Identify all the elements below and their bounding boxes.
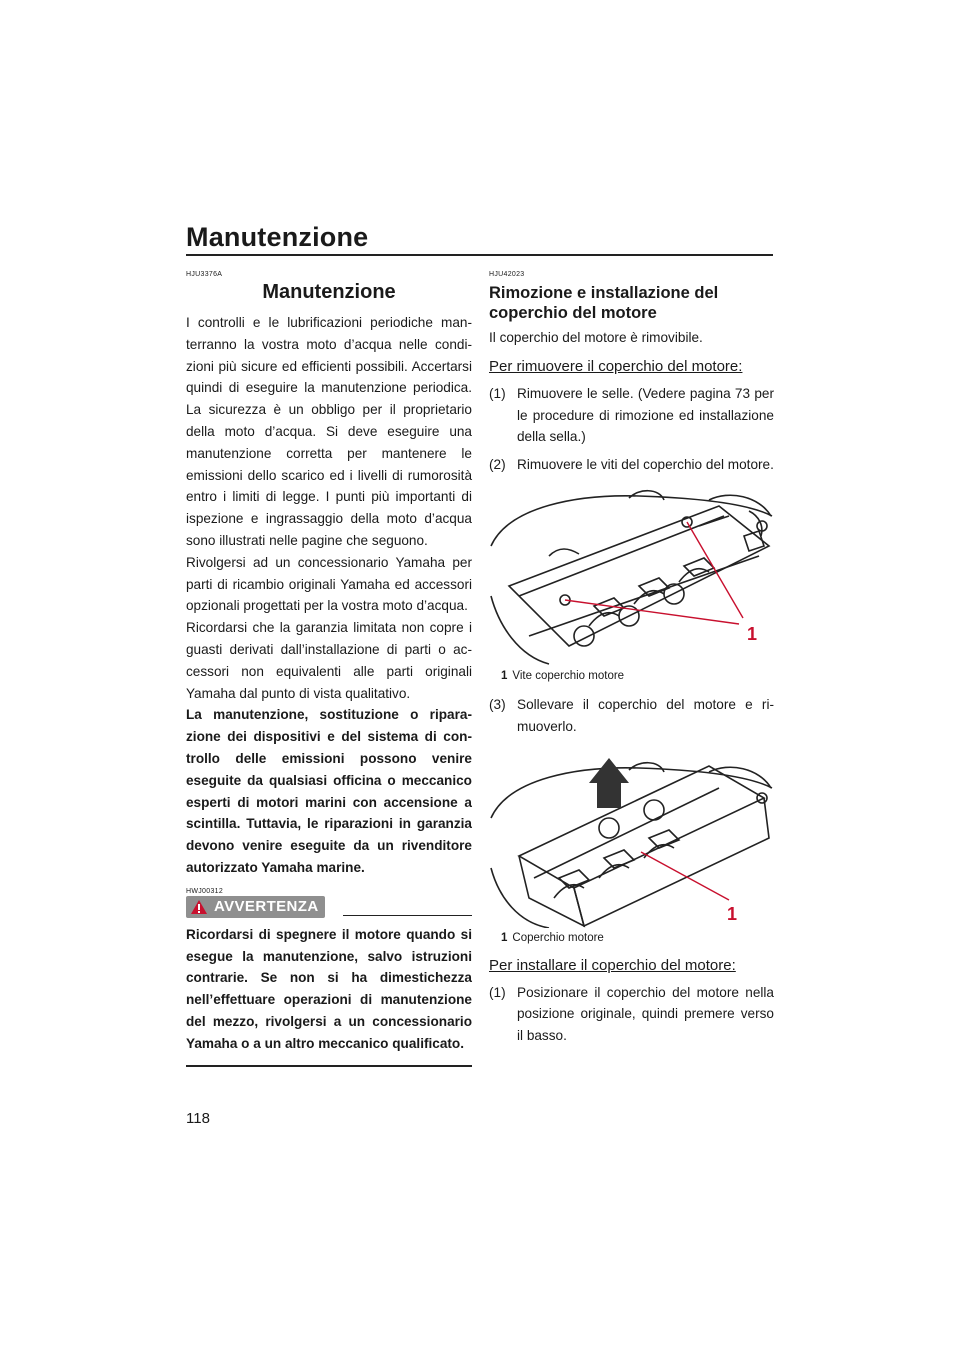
warning-box [186,887,472,1067]
step-number: (3) [489,696,506,712]
step-number: (1) [489,984,506,1000]
paragraph: Rivolgersi ad un concessionario Yamaha per parti di ricambio originali Yamaha ed accessori opzionali progettati per la vostra moto d’acqua. [186,554,472,614]
caption-number: 1 [501,669,508,682]
section-code: HJU3376A [186,271,223,278]
step-item [489,694,774,738]
warning-label: AVVERTENZA [214,898,319,916]
section-title: Manutenzione [262,281,396,303]
figure-engine-cover-screws [489,486,774,666]
figure-callout: 1 [747,623,758,644]
step-number: (2) [489,457,506,473]
step-text: Sollevare il coperchio del motore e rimuoverlo. [517,696,774,734]
header-rule [186,254,773,256]
warning-header [186,896,472,918]
remove-heading: Per rimuovere il coperchio del motore: [489,357,743,375]
install-heading: Per installare il coperchio del motore: [489,956,736,974]
intro-text: Il coperchio del motore è rimovibile. [489,330,703,345]
right-column [489,270,774,1053]
header-title: Manutenzione [186,222,369,252]
section-code: HJU42023 [489,271,525,278]
engine-cover-lift-illustration [489,748,774,928]
caption-text: Coperchio motore [512,931,604,944]
caption-number: 1 [501,931,508,944]
warning-badge [186,896,325,918]
step-number: (1) [489,385,506,401]
figure-caption [501,930,774,946]
warning-rule [343,915,472,916]
left-column [186,270,472,1067]
warning-end-rule [186,1065,472,1067]
warning-triangle-icon [190,899,208,915]
step-item [489,454,774,476]
warning-code: HWJ00312 [186,887,224,895]
step-item [489,383,774,448]
engine-cover-illustration [489,486,774,666]
figure-callout: 1 [727,903,738,924]
paragraph: Ricordarsi che la garanzia limitata non copre i guasti derivati dall’installazione di parti o accessori non equivalenti alle parti originali Yamaha dal punto di vista qualitativo. [186,620,472,701]
lift-arrow-icon [589,758,629,808]
page-number: 118 [186,1110,210,1127]
step-item [489,982,774,1047]
paragraph: I controlli e le lubrificazioni periodiche manterranno la vostra moto d’acqua nelle condizioni più sicure ed efficienti possibili. Accertarsi quindi di eseguire la manutenzione periodica. La sicurezza è un obbligo per il proprietario della moto d’acqua. Si deve eseguire una manutenzione corretta per mantenere le emissioni dello scarico ed i livelli di rumorosità entro i limiti di legge. I punti più importanti di ispezione e ingrassaggio della moto d’acqua sono illustrati nelle pagine che seguono. [186,315,472,548]
subsection-title: Rimozione e installazione del coperchio del motore [489,284,719,322]
step-text: Rimuovere le viti del coperchio del motore. [517,457,774,473]
step-text: Posizionare il coperchio del motore nella posizione originale, quindi premere verso il basso. [517,984,774,1044]
figure-caption [501,668,774,684]
caption-text: Vite coperchio motore [512,669,625,682]
step-text: Rimuovere le selle. (Vedere pagina 73 per le procedure di rimozione ed installazione della sella.) [517,385,774,445]
warning-text: Ricordarsi di spegnere il motore quando si esegue la manutenzione, salvo istruzioni contrarie. Se non si ha dimestichezza nell’effettuare operazioni di manutenzione del mezzo, rivolgersi a un concessionario Yamaha o a un altro meccanico qualificato. [186,926,472,1051]
figure-engine-cover-lift [489,748,774,928]
paragraph-bold: La manutenzione, sostituzione o riparazione dei dispositivi e del sistema di controllo delle emissioni possono venire eseguite da qualsiasi officina o meccanico esperti di motori marini con accensione a scintilla. Tuttavia, le riparazioni in garanzia devono venire eseguite da un rivenditore autorizzato Yamaha marine. [186,707,472,875]
